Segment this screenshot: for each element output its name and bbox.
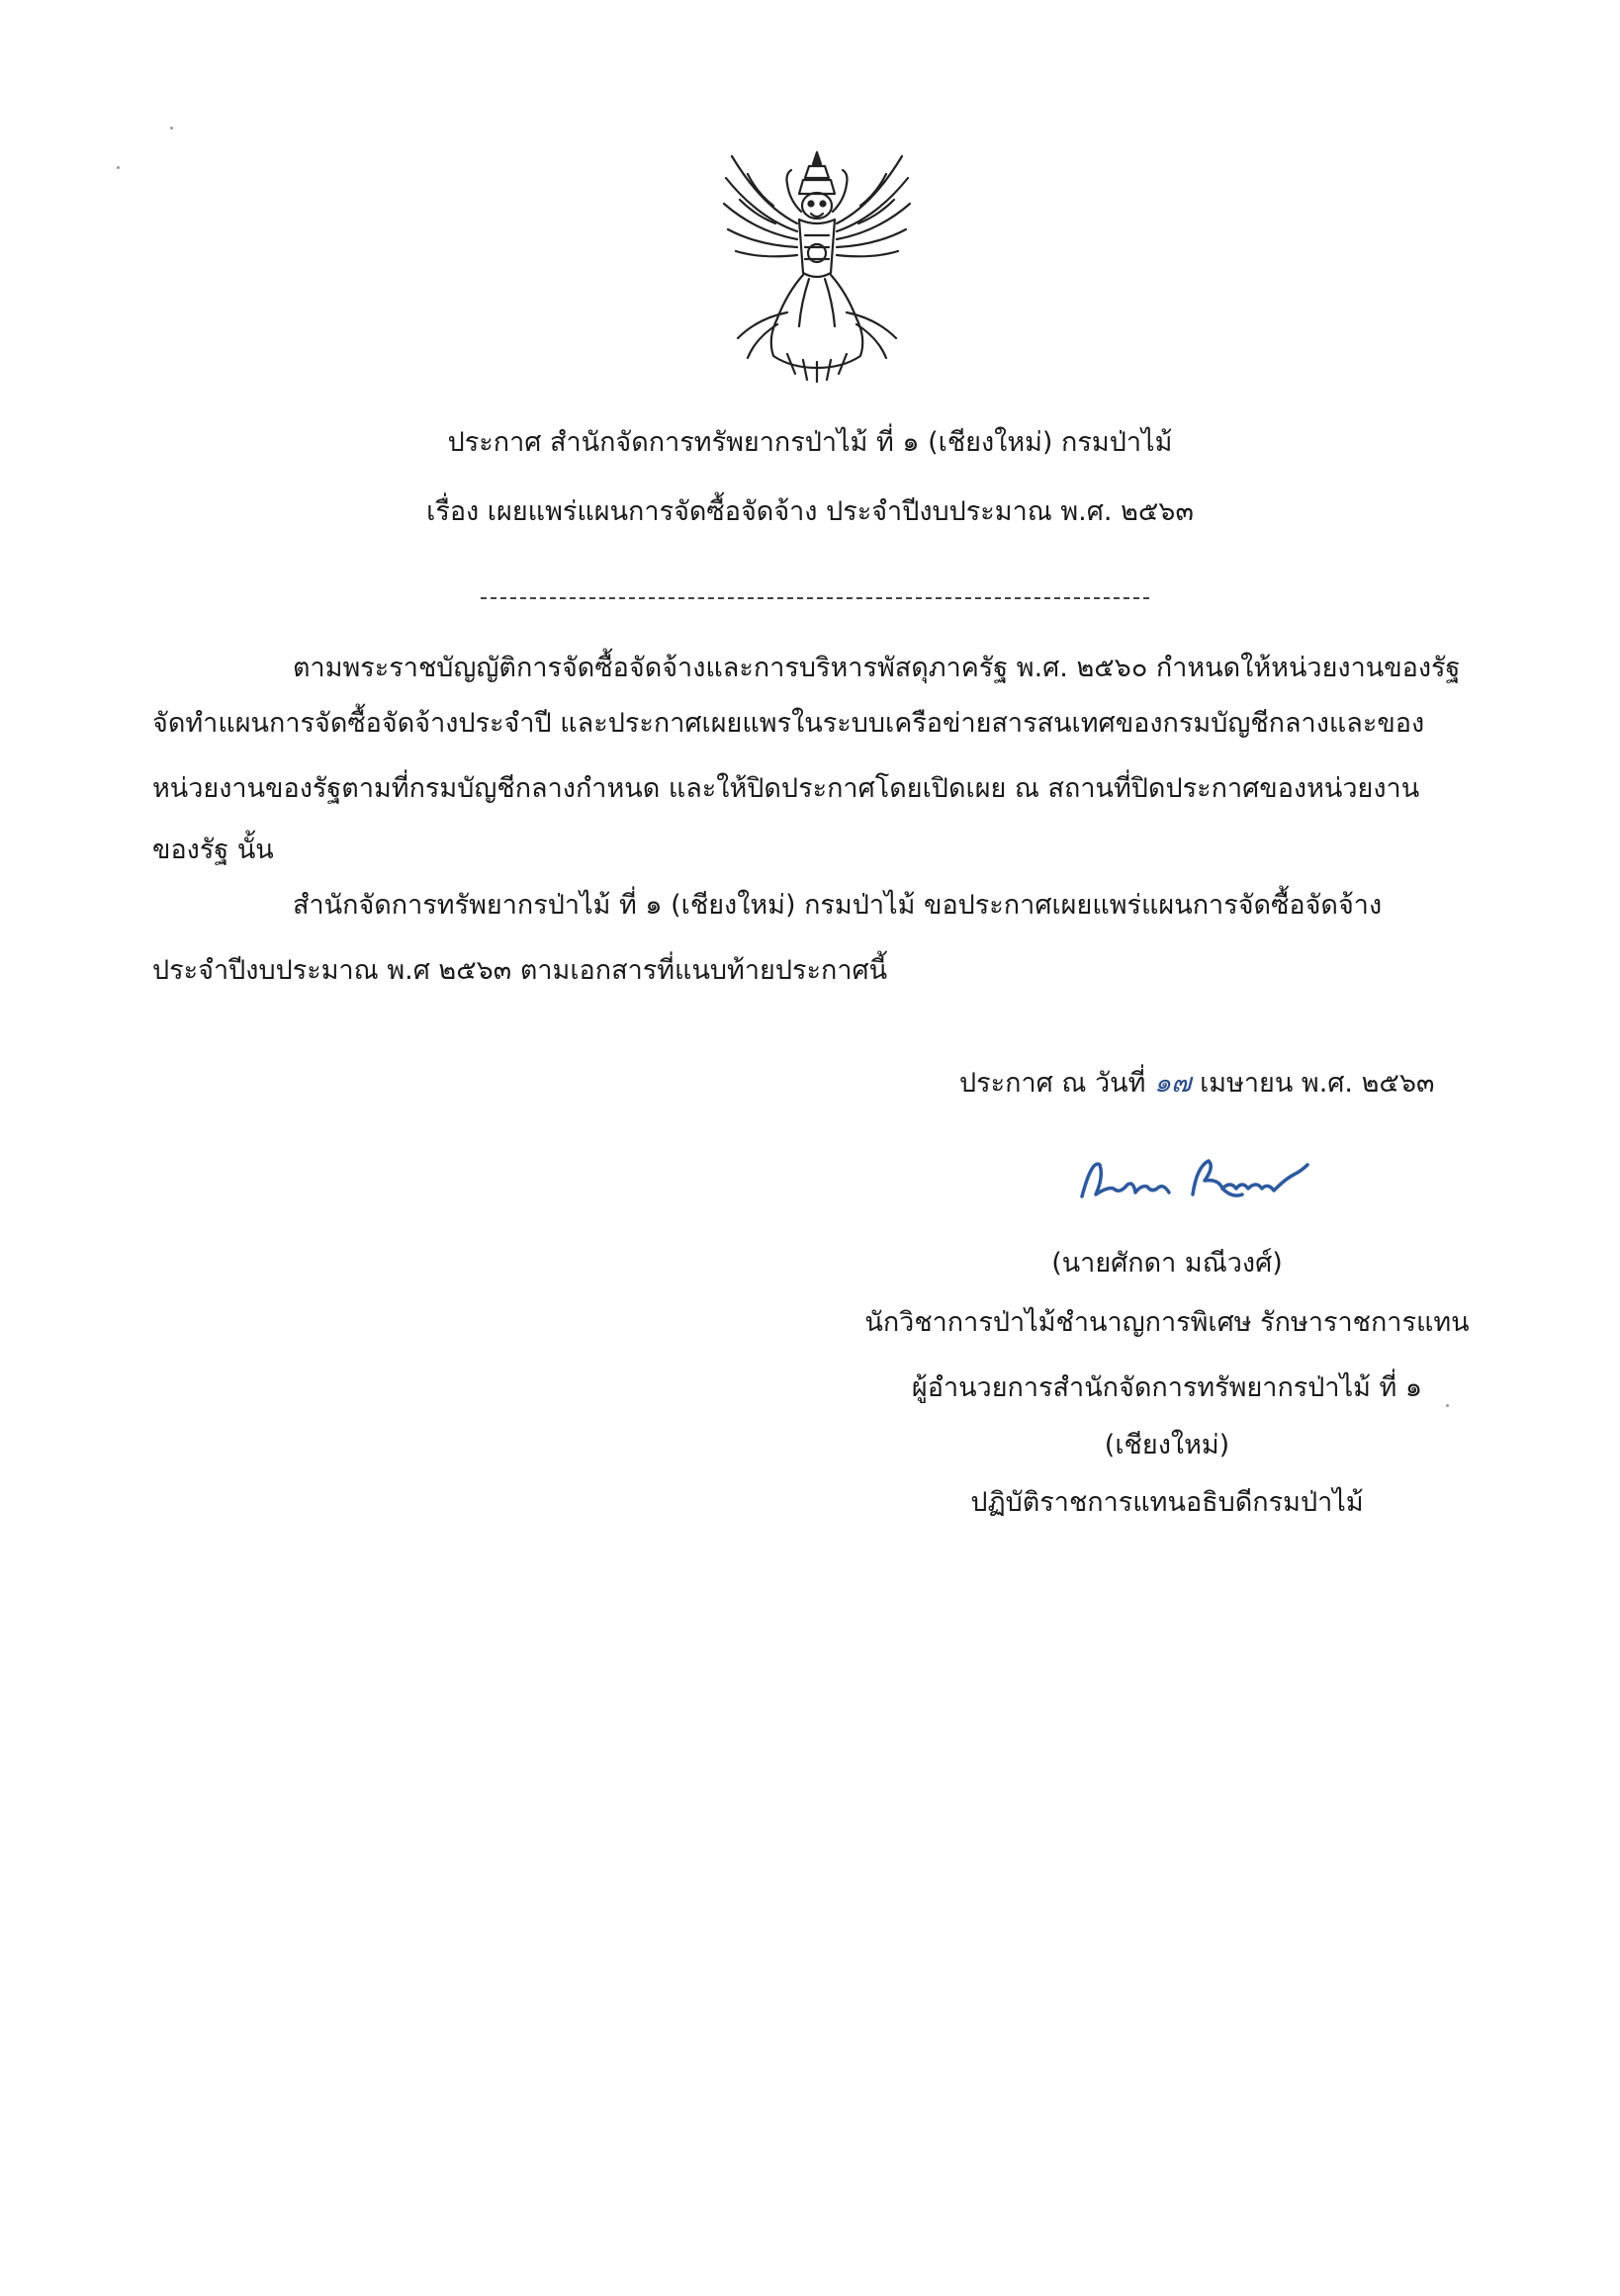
paragraph-1-line-1: ตามพระราชบัญญัติการจัดซื้อจัดจ้างและการบริหารพัสดุภาครัฐ พ.ศ. ๒๕๖๐ กำหนดให้หน่วยงานของรัฐ	[293, 653, 1461, 683]
scan-speck	[170, 127, 173, 130]
paragraph-1-line-3: หน่วยงานของรัฐตามที่กรมบัญชีกลางกำหนด และให้ปิดประกาศโดยเปิดเผย ณ สถานที่ปิดประกาศของหน่วยงาน	[152, 773, 1420, 804]
signatory-position-line-1: นักวิชาการป่าไม้ชำนาญการพิเศษ รักษาราชการแทน	[864, 1307, 1470, 1338]
scan-speck	[117, 166, 120, 169]
signatory-name: (นายศักดา มณีวงศ์)	[1051, 1248, 1283, 1279]
paragraph-2-line-1: สำนักจัดการทรัพยากรป่าไม้ ที่ ๑ (เชียงใหม่) กรมป่าไม้ ขอประกาศเผยแพร่แผนการจัดซื้อจัดจ้าง	[293, 890, 1383, 921]
handwritten-signature	[1074, 1145, 1343, 1214]
date-suffix: เมษายน พ.ศ. ๒๕๖๓	[1200, 1068, 1435, 1099]
announcement-date	[959, 1064, 1434, 1104]
signatory-position-line-2: ผู้อำนวยการสำนักจัดการทรัพยากรป่าไม้ ที่ ๑	[911, 1372, 1423, 1403]
date-day-handwritten: ๑๗	[1154, 1068, 1192, 1099]
signatory-position-line-3: (เชียงใหม่)	[1104, 1430, 1230, 1460]
announcement-title: ประกาศ สำนักจัดการทรัพยากรป่าไม้ ที่ ๑ (เชียงใหม่) กรมป่าไม้	[447, 427, 1173, 458]
paragraph-2-line-2: ประจำปีงบประมาณ พ.ศ ๒๕๖๓ ตามเอกสารที่แนบท้ายประกาศนี้	[152, 955, 888, 986]
announcement-subject: เรื่อง เผยแพร่แผนการจัดซื้อจัดจ้าง ประจำปีงบประมาณ พ.ศ. ๒๕๖๓	[426, 496, 1194, 527]
garuda-emblem-icon	[718, 144, 916, 384]
paragraph-1-line-2: จัดทำแผนการจัดซื้อจัดจ้างประจำปี และประกาศเผยแพรในระบบเครือข่ายสารสนเทศของกรมบัญชีกลางและของ	[152, 708, 1425, 739]
paragraph-1-line-4: ของรัฐ นั้น	[152, 835, 274, 865]
dashed-divider	[481, 597, 1149, 599]
signatory-position-line-4: ปฏิบัติราชการแทนอธิบดีกรมป่าไม้	[970, 1487, 1364, 1518]
date-prefix: ประกาศ ณ วันที่	[959, 1068, 1146, 1099]
